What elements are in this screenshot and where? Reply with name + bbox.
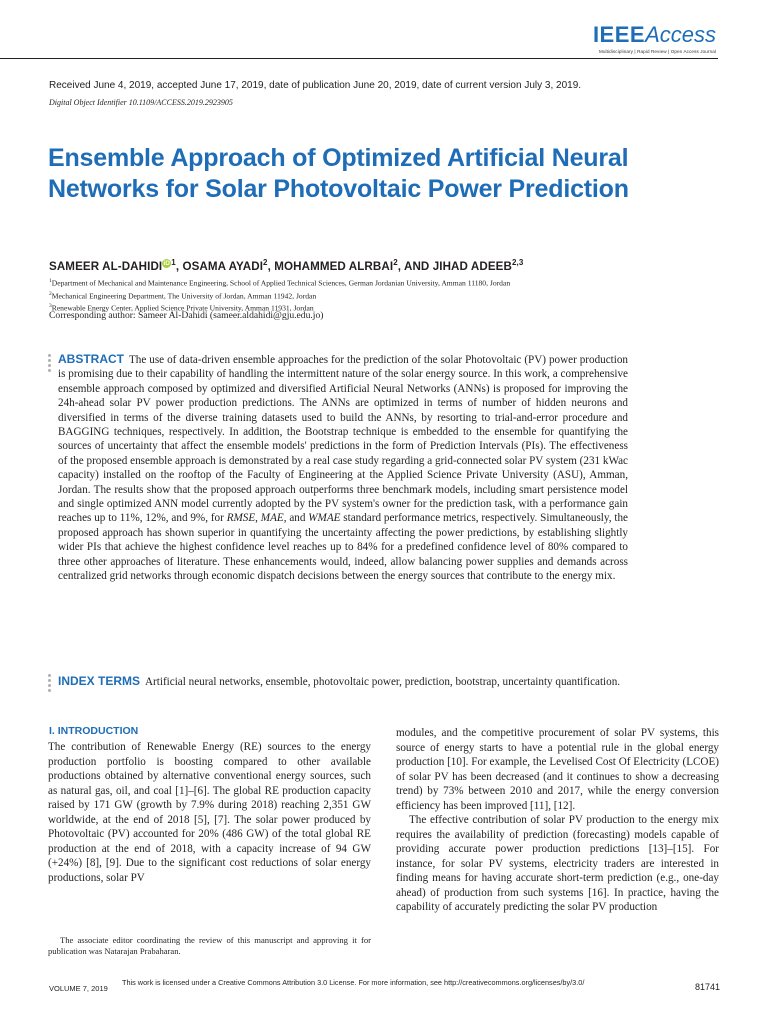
author-list: SAMEER AL-DAHIDIiD$^1$, OSAMA AYADI$^2$, MOHAMMED ALRBAI$^2$, AND JIHAD ADEEB$^{2,3}$ — [49, 258, 524, 273]
logo-access-text: Access — [645, 22, 716, 47]
abstract-marker-icon — [48, 354, 54, 374]
author-affil-sup: 2 — [393, 258, 398, 267]
author-affil-sup: 1 — [171, 258, 176, 267]
orcid-icon[interactable]: iD — [163, 259, 171, 267]
logo-ieee-text: IEEE — [592, 22, 646, 47]
section-heading: I. INTRODUCTION — [49, 725, 139, 737]
author-name: OSAMA AYADI — [182, 259, 264, 273]
abstract: ABSTRACT The use of data-driven ensemble approaches for the prediction of the solar Photovoltaic (PV) power production is promising due to their capability of handling the intermittent nature of the solar energy source. In this work, a comprehensive ensemble approach composed by optimized and diversified Artificial Neural Networks (ANNs) is proposed for improving the 24h-ahead solar PV power production predictions. The ANNs are optimized in terms of number of hidden neurons and diversified in terms of the diverse training datasets used to build the ANNs, by resorting to trial-and-error procedure and BAGGING techniques, respectively. In addition, the Bootstrap technique is embedded to the ensemble for quantifying the sources of uncertainty that affect the ensemble models' predictions in the form of Prediction Intervals (PIs). The effectiveness of the proposed ensemble approach is demonstrated by a real case study regarding a grid-connected solar PV system (231 kWac capacity) installed on the rooftop of the Faculty of Engineering at the Applied Science Private University (ASU), Amman, Jordan. The results show that the proposed approach outperforms three benchmark models, including smart persistence model and single optimized ANN model currently adopted by the PV system's owner for the prediction task, with a performance gain reaches up to 11%, 12%, and 9%, for RMSE, MAE, and WMAE standard performance metrics, respectively. Simultaneously, the proposed approach has shown superior in quantifying the uncertainty affecting the power predictions, by establishing slightly wider PIs that achieve the highest confidence level reaches up to 84% for a predefined confidence level of 80% compared to three other approaches of literature. These enhancements would, indeed, allow balancing power supplies and demands across centralized grid networks through economic dispatch decisions between the energy sources that contribute to the energy mix. — [58, 352, 628, 583]
affiliation-line: $^1$Department of Mechanical and Maintenance Engineering, School of Applied Technical Sciences, German Jordanian University, Amman 11180, Jordan — [49, 278, 511, 288]
author-name: SAMEER AL-DAHIDI — [49, 259, 163, 273]
author-name: MOHAMMED ALRBAI — [274, 259, 394, 273]
body-paragraph: The contribution of Renewable Energy (RE) sources to the energy production portfolio is boosting compared to other available productions obtained by alternative conventional energy sources, such as natural gas, oil, and coal [1]–[6]. The global RE production capacity raised by 171 GW (growth by 7.9% during 2018) reaching 2,351 GW worldwide, at the end of 2018 [5], [7]. The solar power produced by Photovoltaic (PV) accounted for 20% (486 GW) of the total global RE production at the end of 2018, with a capacity increase of 94 GW (+24%) [8], [9]. Due to the significant cost reductions of solar energy productions, solar PV — [48, 741, 371, 884]
corresponding-author: Corresponding author: Sameer Al-Dahidi (sameer.aldahidi@gju.edu.jo) — [49, 310, 324, 321]
affiliations — [49, 276, 510, 314]
body-paragraph: modules, and the competitive procurement of solar PV systems, this source of energy starts to have a potential rule in the global energy production [10]. For example, the Levelised Cost Of Electricity (LCOE) of solar PV has been decreased (and it continues to show a decreasing trend) by 73% between 2010 and 2017, while the energy conversion efficiency has been improved [11], [12]. — [396, 727, 719, 812]
editor-footnote: The associate editor coordinating the review of this manuscript and approving it for publication was Natarajan Prabaharan. — [48, 935, 371, 956]
doi-line[interactable]: Digital Object Identifier 10.1109/ACCESS.2019.2923905 — [49, 98, 233, 107]
journal-logo — [593, 22, 716, 54]
author-affil-sup: 2,3 — [511, 258, 524, 267]
index-terms-marker-icon — [48, 674, 54, 694]
right-column — [396, 726, 719, 915]
page-number: 81741 — [694, 982, 720, 992]
license-notice[interactable]: This work is licensed under a Creative Commons Attribution 3.0 License. For more information, see http://creativecommons.org/licenses/by/3.0/ — [122, 978, 585, 987]
affiliation-line: $^2$Mechanical Engineering Department, The University of Jordan, Amman 11942, Jordan — [49, 290, 317, 301]
author-affil-sup: 2 — [263, 258, 268, 267]
affiliation-line: $^3$Renewable Energy Center, Applied Science Private University, Amman 11931, Jordan — [49, 303, 314, 313]
author-name: JIHAD ADEEB — [432, 259, 512, 273]
abstract-label: ABSTRACT — [58, 352, 124, 366]
paper-title: Ensemble Approach of Optimized Artificial Neural Networks for Solar Photovoltaic Power Prediction — [48, 144, 629, 203]
volume-label: VOLUME 7, 2019 — [49, 984, 108, 993]
index-terms-label: INDEX TERMS — [58, 674, 141, 688]
index-terms: INDEX TERMS Artificial neural networks, ensemble, photovoltaic power, prediction, bootstrap, uncertainty quantification. — [58, 674, 621, 688]
publication-dates: Received June 4, 2019, accepted June 17, 2019, date of publication June 20, 2019, date of current version July 3, 2019. — [49, 80, 582, 91]
header-rule — [0, 58, 718, 59]
left-column — [48, 740, 371, 885]
logo-tagline: Multidisciplinary | Rapid Review | Open Access Journal — [598, 49, 716, 54]
body-paragraph: The effective contribution of solar PV production to the energy mix requires the availability of prediction (forecasting) models capable of providing accurate power production predictions [13]–[15]. For instance, for solar PV systems, electricity traders are interested in finding means for having accurate short-term prediction (e.g., one-day ahead) of production from such systems [16]. In practice, having the capability of accurately predicting the solar PV production — [396, 814, 719, 913]
